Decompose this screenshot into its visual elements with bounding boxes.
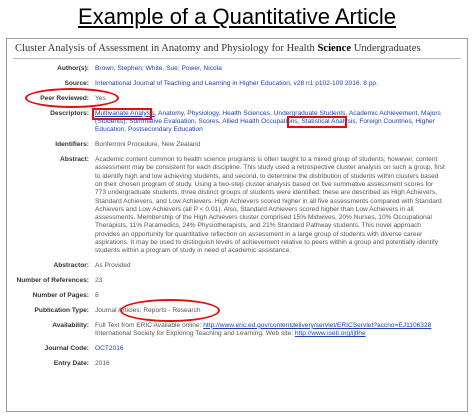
descriptor-link[interactable]: Undergraduate Students — [273, 109, 346, 117]
descriptors-value — [95, 110, 445, 135]
journal-code-label: Journal Code: — [44, 344, 89, 352]
availability-text-2: International Society for Exploring Teaching and Learning. Web site: — [95, 330, 295, 338]
publication-type-value: Journal Articles; Reports - Research — [95, 306, 201, 314]
entry-date-label: Entry Date: — [53, 359, 89, 367]
descriptors-row — [7, 110, 467, 135]
num-pages-row — [7, 292, 467, 300]
descriptor-separator: , — [297, 117, 302, 125]
authors-link[interactable]: Brown, Stephen; White, Sue; Power, Nicola — [95, 65, 222, 72]
eric-record-panel — [6, 38, 468, 412]
abstract-label: Abstract: — [60, 156, 89, 164]
availability-line-2 — [95, 330, 445, 338]
descriptor-link[interactable]: Summative Evaluation — [129, 117, 195, 125]
abstractor-row — [7, 262, 467, 270]
abstractor-value: As Provided — [95, 262, 131, 270]
article-title-keyword: Science — [317, 43, 352, 54]
journal-code-value — [95, 345, 445, 353]
descriptor-separator: , — [194, 117, 199, 125]
descriptor-link[interactable]: Anatomy — [158, 109, 184, 117]
descriptor-separator: , — [269, 109, 274, 117]
identifiers-value: Bonferroni Procedure, New Zealand — [95, 141, 201, 149]
num-references-value: 23 — [95, 277, 103, 285]
descriptor-link[interactable]: Majors (Students) — [95, 109, 441, 125]
descriptor-link[interactable]: Academic Achievement — [348, 109, 418, 117]
descriptor-separator: , — [417, 109, 422, 117]
article-title — [7, 39, 467, 58]
source-value — [95, 80, 445, 88]
descriptors-label: Descriptors: — [50, 109, 89, 117]
descriptor-separator: , — [355, 117, 360, 125]
article-title-start: Cluster Analysis of Assessment in Anatomy and Physiology for Health — [15, 43, 318, 54]
peer-reviewed-label: Peer Reviewed: — [40, 94, 89, 102]
authors-label: Author(s): — [57, 65, 89, 72]
descriptor-separator: , — [345, 109, 349, 117]
abstractor-label: Abstractor: — [53, 262, 89, 270]
descriptor-link[interactable]: Scores — [198, 117, 219, 125]
abstract-row — [7, 156, 467, 256]
descriptor-separator: , — [411, 117, 416, 125]
availability-line-1 — [95, 322, 445, 330]
descriptor-link[interactable]: Physiology — [187, 109, 219, 117]
publication-type-label: Publication Type: — [34, 306, 89, 314]
availability-row — [7, 322, 467, 339]
authors-row — [7, 65, 467, 73]
num-pages-value: 8 — [95, 291, 99, 299]
identifiers-row — [7, 141, 467, 149]
descriptor-separator: , — [124, 126, 128, 134]
peer-reviewed-row — [7, 95, 467, 103]
descriptor-link[interactable]: Statistical Analysis — [301, 117, 356, 125]
descriptor-link[interactable]: Multivariate Analysis — [95, 109, 155, 117]
descriptor-separator: , — [183, 109, 188, 117]
isetl-website-link[interactable]: http://www.isetl.org/ijtlhe — [294, 330, 366, 338]
descriptor-link[interactable]: Health Sciences — [222, 109, 270, 117]
publication-type-row — [7, 307, 467, 315]
descriptor-separator: , — [154, 109, 159, 117]
descriptor-link[interactable]: Allied Health Occupations — [222, 117, 298, 125]
availability-value — [95, 322, 445, 339]
eric-fulltext-link[interactable]: http://www.eric.ed.gov/contentdelivery/servlet/ERICServlet?accno=EJ1106328 — [203, 321, 432, 329]
num-references-label: Number of References: — [16, 277, 89, 285]
identifiers-label: Identifiers: — [55, 141, 89, 149]
descriptor-separator: , — [218, 117, 223, 125]
source-row — [7, 80, 467, 88]
journal-code-link[interactable]: OCT2016 — [95, 344, 124, 352]
entry-date-value: 2016 — [95, 359, 110, 367]
peer-reviewed-value: Yes — [95, 94, 106, 102]
descriptor-link[interactable]: Postsecondary Education — [128, 126, 203, 134]
slide-title: Example of a Quantitative Article — [78, 4, 396, 29]
descriptor-separator: , — [125, 117, 130, 125]
abstract-value: Academic content common to health science programs is often taught to a mixed group of students; however, content assessment may be consistent for each discipline. This study used a retrospective cluster analysis on such a group, first to identify high and low achieving students, and second, to determine the distribution of students within clusters based on their chosen program of study. Using a two-step cluster analysis based on five summative assessment scores for 773 undergraduate students, three distinct groups of students were identified: these are described as High Achievers, Standard Achievers, and Low Achievers. High Achievers scored higher in all five assessments compared with Standard Achievers and Low Achievers (all P < 0.01). Also, Standard Achievers scored higher than Low Achievers in all assessments. Membership of the High Achievers cluster comprised 15% Midwives, 20% Nurses, 10% Occupational Therapists, 11% Paramedics, 24% Physiotherapists, and 21% Standard Pathway students. This novel approach provides an opportunity for quantitative reflection on assessment in a large group of students with diverse career aspirations. It may be used to distinguish levels of achievement relative to peers within a group and potentially identify students within a program of study in need of academic assistance. — [95, 156, 445, 255]
availability-label: Availability: — [52, 321, 89, 329]
descriptor-link[interactable]: Higher Education — [95, 117, 435, 134]
availability-text-1: Full Text from ERIC Available online: — [95, 321, 204, 329]
title-divider — [13, 58, 461, 59]
journal-code-row — [7, 345, 467, 353]
article-title-end: Undergraduates — [351, 43, 421, 54]
num-references-row — [7, 277, 467, 285]
entry-date-row — [7, 360, 467, 368]
descriptor-separator: , — [218, 109, 223, 117]
descriptor-link[interactable]: Foreign Countries — [359, 117, 412, 125]
authors-value — [95, 65, 445, 73]
num-pages-label: Number of Pages: — [32, 291, 89, 299]
source-link[interactable]: International Journal of Teaching and Learning in Higher Education, v28 n1 p102-109 2016. 8 pp. — [95, 79, 378, 87]
source-label: Source: — [64, 79, 89, 87]
